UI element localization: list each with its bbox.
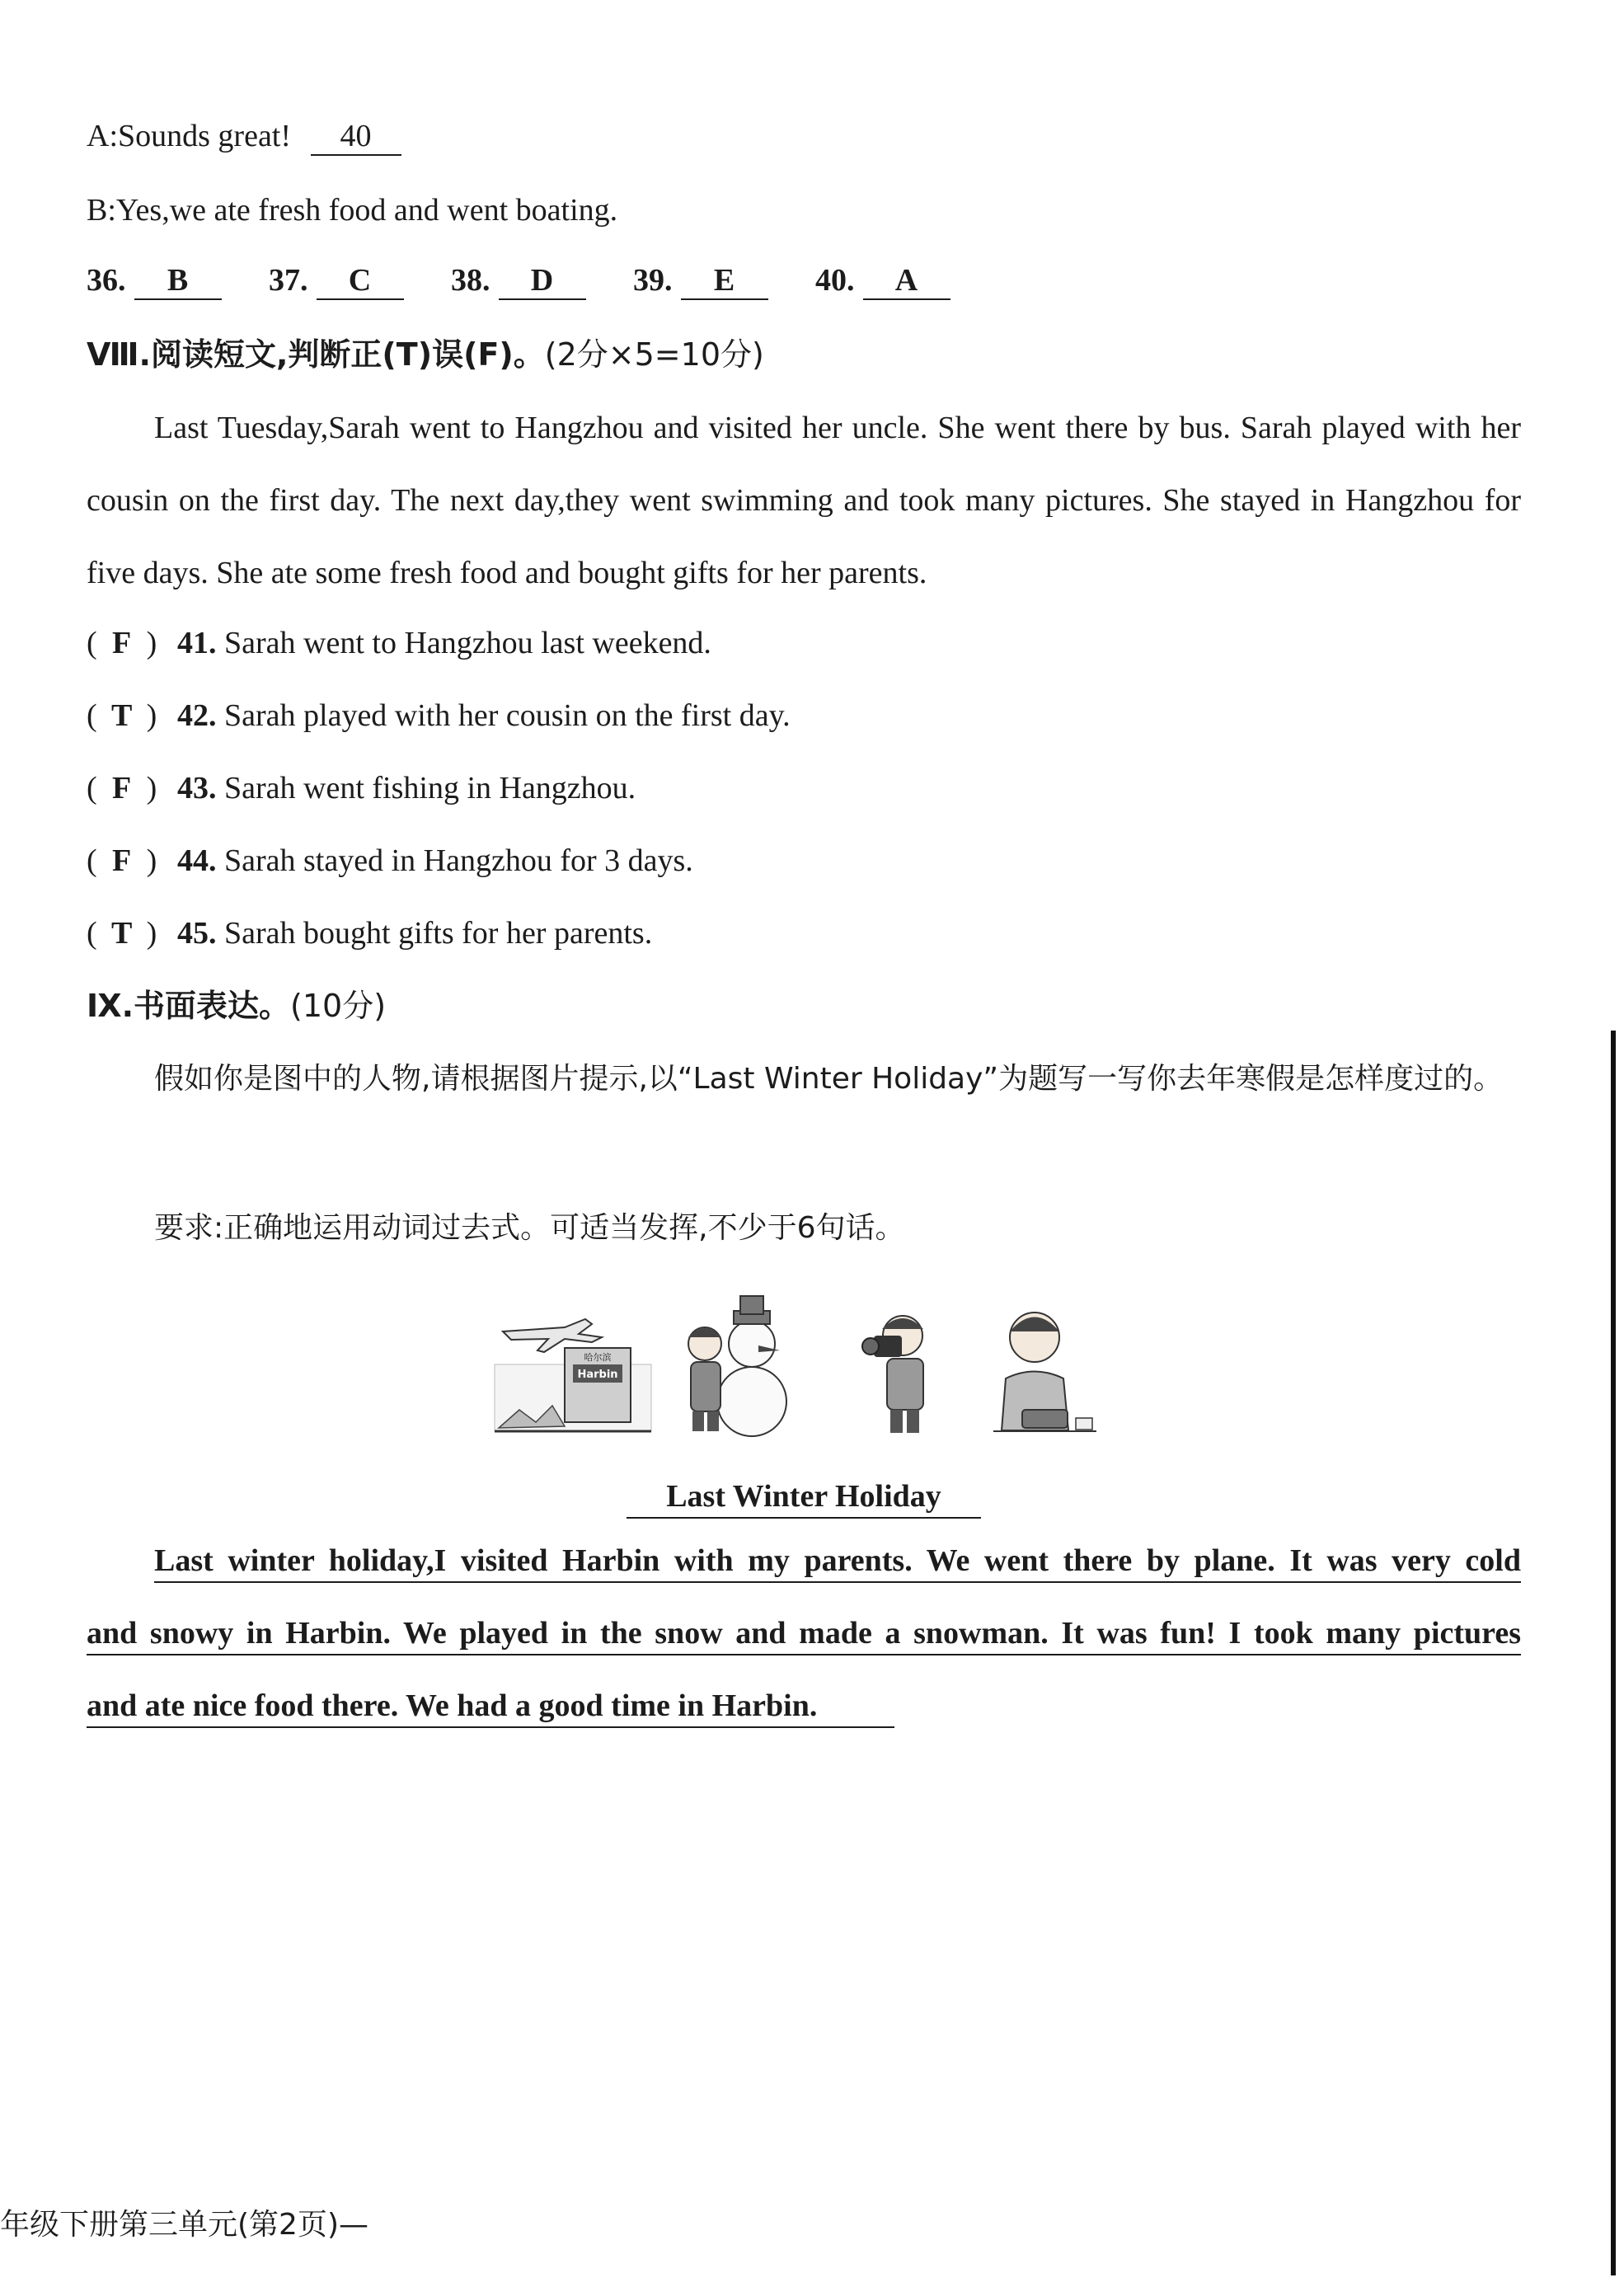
tf-mark: F: [112, 771, 132, 805]
answer-value: E: [681, 262, 768, 300]
section-9-points: (10分): [290, 988, 387, 1024]
eating-picture: [993, 1313, 1096, 1431]
tf-number: 43.: [177, 771, 217, 805]
answer-38: [451, 262, 586, 300]
writing-prompt: [87, 1043, 1521, 1115]
dialogue-line-a: [87, 115, 401, 157]
writing-requirement: 要求:正确地运用动词过去式。可适当发挥,不少于6句话。: [154, 1211, 905, 1245]
snowman-icon: [729, 1321, 775, 1367]
essay-line-1: Last winter holiday,I visited Harbin with my parents. We went there by plane. It was very cold: [154, 1540, 1521, 1583]
dialogue-a-text: A:Sounds great!: [87, 119, 292, 153]
section-8-heading: [87, 334, 764, 376]
food-tray-icon: [1022, 1410, 1068, 1428]
answer-value: B: [134, 262, 222, 300]
section-8-label: Ⅷ.阅读短文,判断正(T)误(F)。: [87, 336, 545, 373]
dialogue-a-blank: 40: [311, 118, 401, 156]
answer-number: 39.: [633, 263, 673, 298]
page-edge: [1611, 1031, 1616, 2275]
tf-text: Sarah played with her cousin on the first day.: [224, 698, 791, 733]
sign-text: 哈尔滨: [584, 1352, 612, 1363]
tf-number: 44.: [177, 843, 217, 878]
tf-number: 45.: [177, 916, 217, 951]
tf-item-44: ( F ) 44. Sarah stayed in Hangzhou for 3 days.: [87, 840, 693, 881]
answer-40: [815, 262, 950, 300]
answer-36: [87, 262, 222, 300]
tf-mark: T: [110, 916, 133, 951]
section-8-points: (2分×5=10分): [544, 336, 764, 373]
passage-text: Last Tuesday,Sarah went to Hangzhou and visited her uncle. She went there by bus. Sarah played with her cousin on the first day. The next day,they went swimming and took many pictures. She stayed in Hangzhou for five days. She ate some fresh food and bought gifts for her parents.: [87, 411, 1521, 590]
tf-text: Sarah stayed in Hangzhou for 3 days.: [224, 843, 693, 878]
dialogue-line-b: B:Yes,we ate fresh food and went boating.: [87, 193, 618, 228]
tf-mark: F: [112, 843, 132, 878]
sign-text-en: Harbin: [577, 1369, 618, 1381]
tf-text: Sarah went to Hangzhou last weekend.: [224, 626, 711, 660]
tf-mark: T: [110, 698, 133, 733]
tf-item-45: ( T ) 45. Sarah bought gifts for her parents.: [87, 913, 652, 954]
section-9-heading: [87, 985, 386, 1027]
prompt-text: 假如你是图中的人物,请根据图片提示,以“Last Winter Holiday”为题写一写你去年寒假是怎样度过的。: [154, 1062, 1504, 1096]
reading-passage: [87, 392, 1521, 609]
answer-number: 37.: [269, 263, 308, 298]
plane-harbin-picture: [495, 1319, 651, 1431]
answer-value: C: [317, 262, 404, 300]
tf-item-41: ( F ) 41. Sarah went to Hangzhou last weekend.: [87, 622, 711, 664]
essay-line-2: and snowy in Harbin. We played in the snow and made a snowman. It was fun! I took many pictures: [87, 1613, 1521, 1655]
tf-text: Sarah bought gifts for her parents.: [224, 916, 653, 951]
answer-value: D: [499, 262, 586, 300]
essay-line-3: and ate nice food there. We had a good time in Harbin.: [87, 1685, 894, 1728]
tf-number: 42.: [177, 698, 217, 733]
answer-number: 38.: [451, 263, 490, 298]
answer-37: [269, 262, 404, 300]
picture-strip: [486, 1286, 1113, 1443]
tf-text: Sarah went fishing in Hangzhou.: [224, 771, 636, 805]
answer-row: [87, 262, 990, 300]
answer-number: 40.: [815, 263, 855, 298]
camera-picture: [862, 1316, 923, 1433]
tf-mark: F: [112, 626, 132, 660]
tf-item-43: ( F ) 43. Sarah went fishing in Hangzhou.: [87, 768, 636, 809]
answer-value: A: [863, 262, 950, 300]
tf-item-42: ( T ) 42. Sarah played with her cousin on the first day.: [87, 695, 791, 736]
section-9-label: Ⅸ.书面表达。: [87, 988, 291, 1024]
essay-title: Last Winter Holiday: [627, 1476, 981, 1519]
answer-number: 36.: [87, 263, 126, 298]
snowman-picture: [688, 1296, 786, 1436]
page-footer: 年级下册第三单元(第2页)—: [0, 2208, 368, 2242]
answer-39: [633, 262, 768, 300]
tf-number: 41.: [177, 626, 217, 660]
